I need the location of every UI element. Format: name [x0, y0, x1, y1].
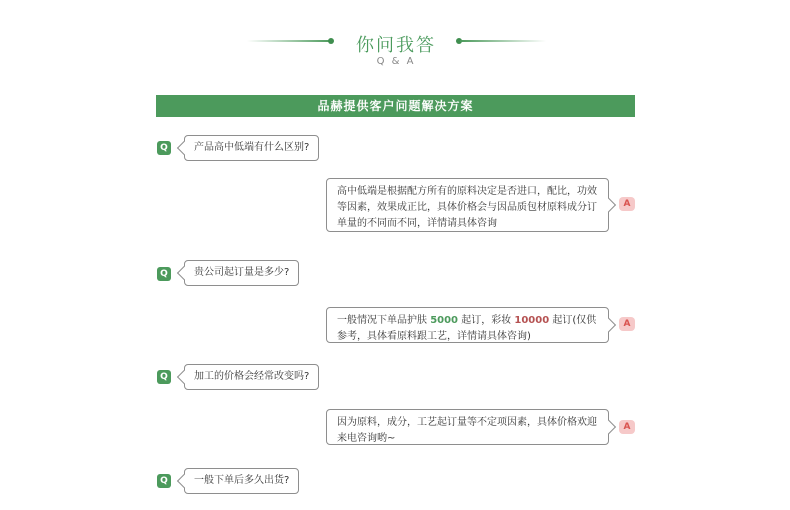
section-title: 你问我答: [356, 35, 436, 56]
question-bubble: [184, 135, 319, 161]
question-badge: Q: [157, 141, 171, 155]
answer-text-part: 一般情况下单品护肤: [337, 315, 431, 326]
answer-text-part: 起订，彩妆: [458, 315, 515, 326]
question-text: 加工的价格会经常改变吗?: [194, 371, 310, 382]
title-line-left: [247, 40, 331, 42]
answer-badge: A: [619, 197, 635, 211]
answer-text-part: 起订(仅供参考，具体看原料跟工艺，详情请具体咨询): [337, 315, 597, 342]
solutions-banner: 品赫提供客户问题解决方案: [156, 95, 635, 117]
question-text: 贵公司起订量是多少?: [194, 267, 290, 278]
skincare-moq-number: 5000: [430, 315, 459, 326]
question-text: 一般下单后多久出货?: [194, 475, 290, 486]
answer-badge: A: [619, 317, 635, 331]
question-bubble: [184, 260, 299, 286]
answer-text: 因为原料，成分，工艺起订量等不定项因素，具体价格欢迎来电咨询哟~: [337, 417, 597, 444]
question-badge: Q: [157, 474, 171, 488]
question-bubble: [184, 364, 319, 390]
question-text: 产品高中低端有什么区别?: [194, 142, 310, 153]
answer-bubble: [326, 178, 609, 232]
answer-badge: A: [619, 420, 635, 434]
cosmetics-moq-number: 10000: [514, 315, 550, 326]
answer-bubble: [326, 409, 609, 445]
answer-text: 高中低端是根据配方所有的原料决定是否进口，配比，功效等因素，效果成正比，具体价格会与因品质包材原料成分订单量的不同而不同，详情请具体咨询: [337, 186, 597, 229]
answer-bubble: [326, 307, 609, 343]
title-line-right: [460, 40, 546, 42]
question-badge: Q: [157, 370, 171, 384]
section-subtitle: Q & A: [376, 56, 416, 67]
question-bubble: [184, 468, 299, 494]
question-badge: Q: [157, 267, 171, 281]
title-dot-left: [328, 38, 334, 44]
